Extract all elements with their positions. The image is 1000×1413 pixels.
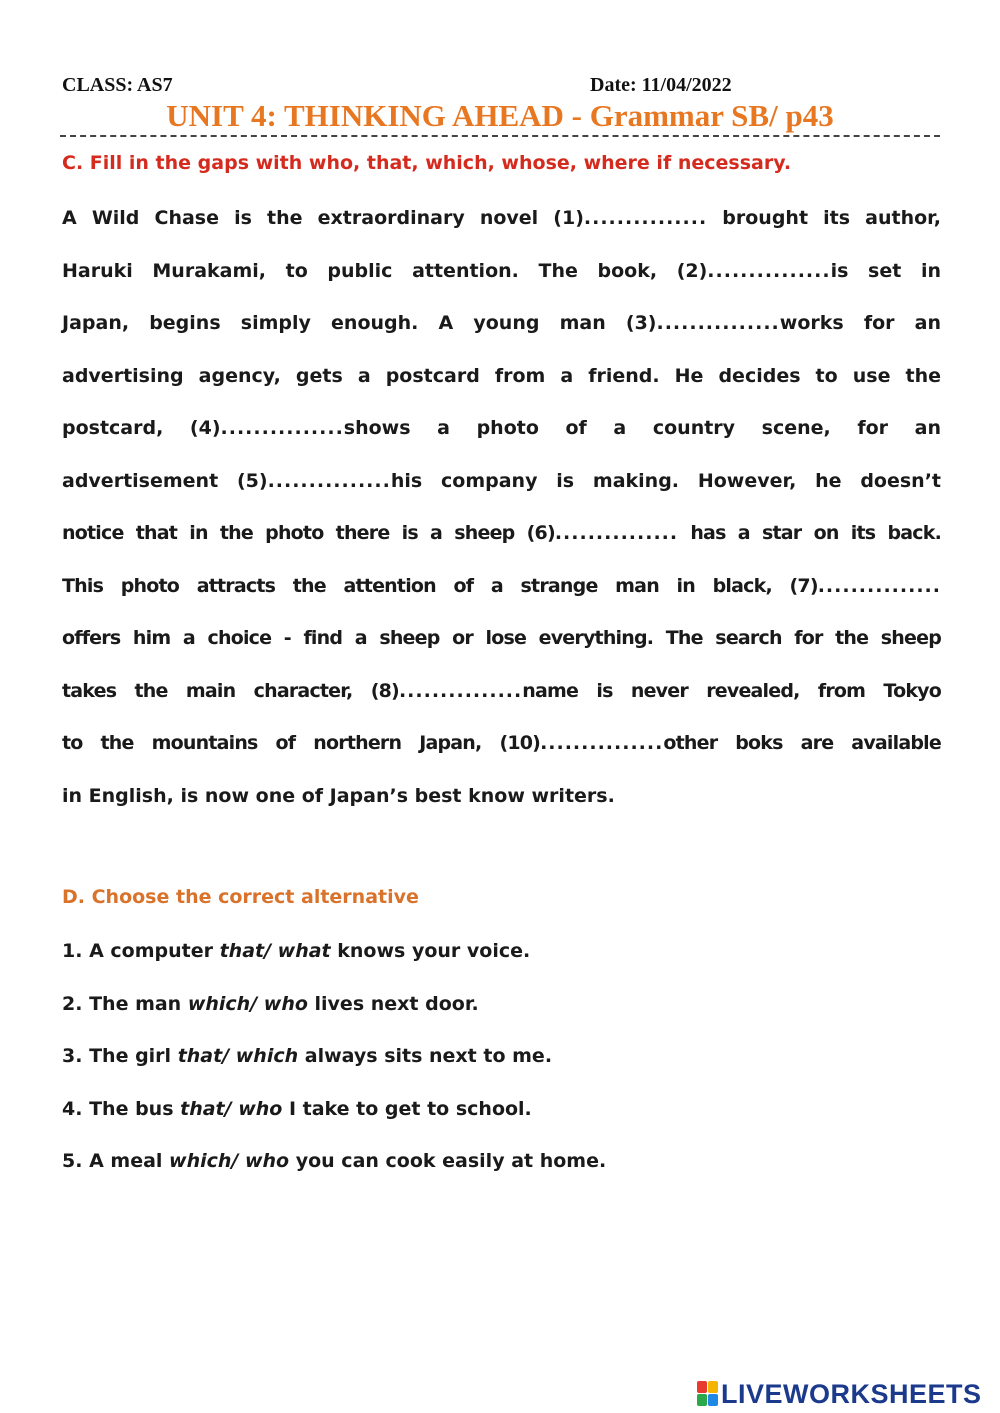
- passage-text: Haruki Murakami, to public attention. The book, (2): [62, 259, 708, 282]
- list-item: [62, 1135, 606, 1188]
- section-d-heading: D. Choose the correct alternative: [62, 886, 419, 908]
- passage-text: name is never revealed, from Tokyo: [522, 679, 941, 702]
- item-choice[interactable]: which/ who: [187, 992, 308, 1015]
- passage-line: [62, 297, 941, 350]
- section-d-items: [62, 925, 606, 1188]
- item-number: 4.: [62, 1097, 83, 1120]
- passage-text: in English, is now one of Japan’s best know writers.: [62, 784, 615, 807]
- passage-line: [62, 455, 941, 508]
- gap-7-blank[interactable]: ...............: [817, 574, 941, 597]
- item-text: The girl: [89, 1045, 178, 1067]
- gap-2-blank[interactable]: ...............: [707, 259, 831, 282]
- gap-10-blank[interactable]: ...............: [540, 732, 664, 754]
- liveworksheets-logo-icon: [697, 1381, 719, 1407]
- item-text: lives next door.: [307, 992, 479, 1015]
- item-number: 3.: [62, 1045, 83, 1067]
- list-item: [62, 925, 606, 978]
- passage-text: offers him a choice - find a sheep or lose everything. The search for the sheep: [62, 627, 941, 649]
- item-number: 2.: [62, 992, 83, 1015]
- section-c-passage: [62, 192, 941, 822]
- item-choice[interactable]: that/ what: [219, 940, 331, 962]
- passage-text: to the mountains of northern Japan, (10): [62, 732, 541, 754]
- item-text: The bus: [89, 1097, 181, 1120]
- item-text: A computer: [89, 940, 220, 962]
- passage-line: [62, 560, 941, 613]
- gap-1-blank[interactable]: ...............: [583, 207, 708, 229]
- gap-8-blank[interactable]: ...............: [398, 679, 523, 702]
- passage-text: Japan, begins simply enough. A young man (3): [62, 312, 657, 334]
- list-item: [62, 1030, 606, 1083]
- passage-line: [62, 507, 941, 560]
- item-choice[interactable]: that/ who: [180, 1097, 283, 1120]
- item-text: A meal: [89, 1150, 170, 1172]
- passage-line: [62, 245, 941, 298]
- passage-text: other boks are available: [663, 732, 941, 754]
- list-item: [62, 1083, 606, 1136]
- date-label: Date: 11/04/2022: [590, 74, 732, 96]
- passage-text: works for an: [779, 312, 942, 334]
- item-number: 5.: [62, 1150, 83, 1172]
- gap-4-blank[interactable]: ...............: [220, 417, 344, 439]
- passage-text: brought its author,: [707, 207, 941, 229]
- gap-5-blank[interactable]: ...............: [267, 469, 391, 492]
- passage-text: is set in: [830, 259, 941, 282]
- item-choice[interactable]: that/ which: [177, 1045, 299, 1067]
- passage-text: A Wild Chase is the extraordinary novel (1): [62, 207, 584, 229]
- item-text: I take to get to school.: [282, 1097, 532, 1120]
- gap-3-blank[interactable]: ...............: [656, 312, 780, 334]
- class-label: CLASS: AS7: [62, 74, 173, 96]
- passage-text: takes the main character, (8): [62, 679, 399, 702]
- passage-line: [62, 612, 941, 665]
- passage-line: [62, 192, 941, 245]
- logo-wordmark: LIVEWORKSHEETS: [721, 1379, 982, 1409]
- passage-text: shows a photo of a country scene, for an: [343, 417, 941, 439]
- passage-text: advertising agency, gets a postcard from a friend. He decides to use the: [62, 364, 941, 387]
- liveworksheets-logo: [697, 1377, 997, 1411]
- passage-line: [62, 665, 941, 718]
- item-text: you can cook easily at home.: [289, 1150, 607, 1172]
- header-divider: [60, 135, 940, 137]
- unit-title: UNIT 4: THINKING AHEAD - Grammar SB/ p43: [166, 98, 834, 133]
- passage-text: advertisement (5): [62, 469, 268, 492]
- passage-text: This photo attracts the attention of a strange man in black, (7): [62, 574, 818, 597]
- passage-text: notice that in the photo there is a sheep (6): [62, 522, 555, 544]
- passage-line: [62, 402, 941, 455]
- item-number: 1.: [62, 940, 83, 962]
- passage-text: his company is making. However, he doesn’t: [390, 469, 942, 492]
- item-text: always sits next to me.: [298, 1045, 553, 1067]
- gap-6-blank[interactable]: ...............: [554, 522, 679, 544]
- item-text: The man: [89, 992, 188, 1015]
- passage-line: [62, 717, 941, 770]
- passage-text: has a star on its back.: [678, 522, 941, 544]
- list-item: [62, 978, 606, 1031]
- item-choice[interactable]: which/ who: [169, 1150, 290, 1172]
- passage-line: [62, 350, 941, 403]
- section-c-heading: C. Fill in the gaps with who, that, which, whose, where if necessary.: [62, 152, 792, 174]
- item-text: knows your voice.: [330, 940, 531, 962]
- passage-line: [62, 770, 941, 823]
- passage-text: postcard, (4): [62, 417, 221, 439]
- worksheet-header: [62, 74, 942, 98]
